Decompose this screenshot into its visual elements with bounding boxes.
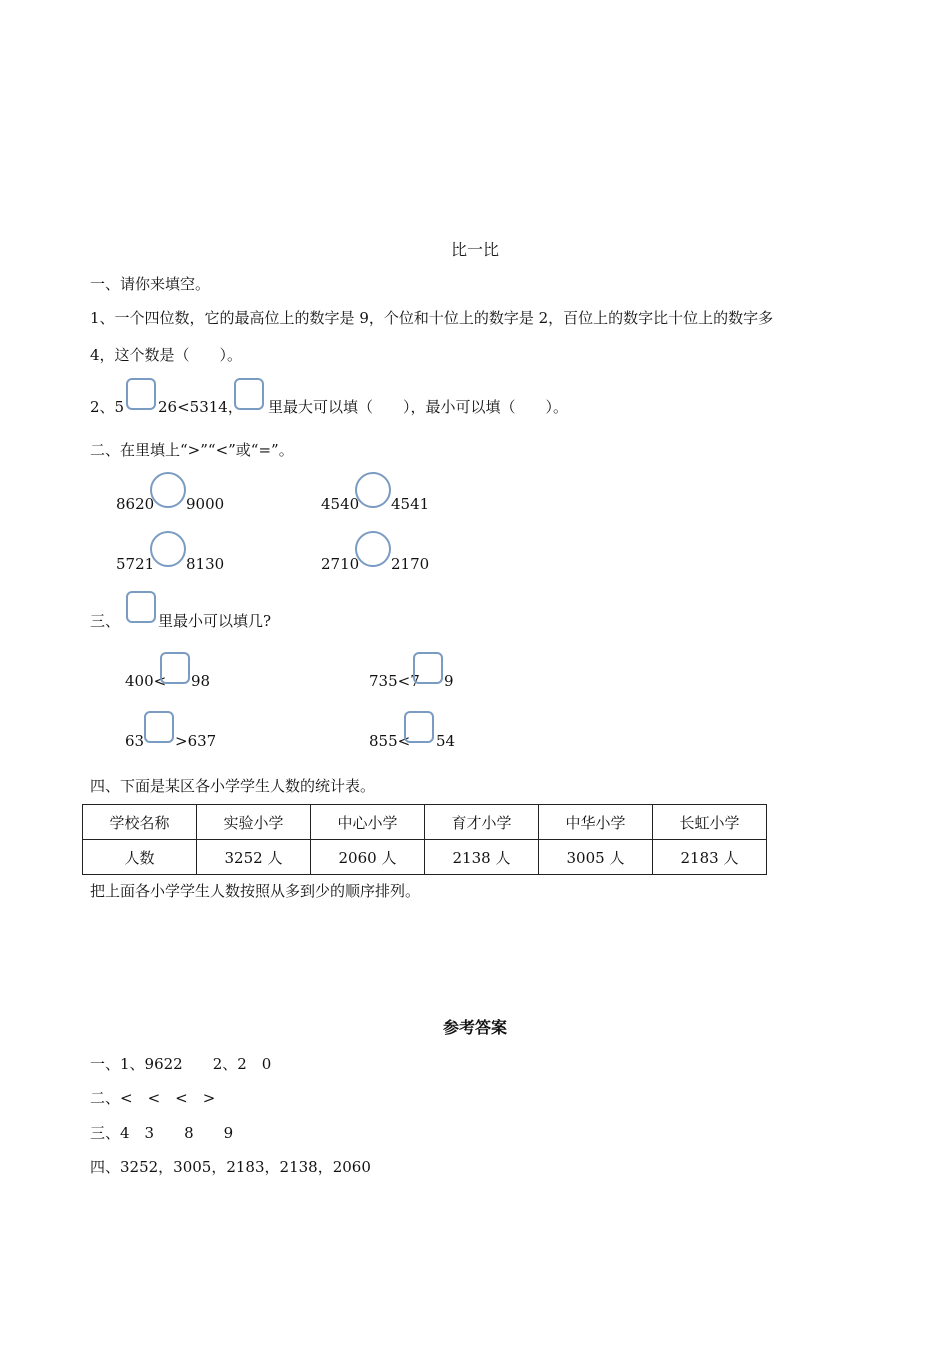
section-3-heading-prefix: 三、 bbox=[90, 612, 121, 630]
table-cell: 人数 bbox=[83, 840, 197, 875]
table-row bbox=[83, 840, 767, 875]
table-header-row bbox=[83, 805, 767, 840]
page-title: 比一比 bbox=[451, 240, 500, 259]
inequality-before: 735<7 bbox=[369, 672, 420, 690]
compare-circle[interactable] bbox=[150, 531, 186, 567]
answer-line: 四、3252，3005，2183，2138，2060 bbox=[90, 1158, 371, 1176]
inequality-before: 63 bbox=[125, 732, 145, 750]
answer-box[interactable] bbox=[126, 378, 156, 410]
table-cell: 2138 人 bbox=[425, 840, 539, 875]
answer-box[interactable] bbox=[413, 652, 443, 684]
answer-box[interactable] bbox=[144, 711, 174, 743]
inequality-after: 54 bbox=[436, 732, 456, 750]
question-1-line-1: 1、一个四位数，它的最高位上的数字是 9，个位和十位上的数字是 2，百位上的数字比十位上的数字多 bbox=[90, 309, 774, 327]
answer-box[interactable] bbox=[404, 711, 434, 743]
table-header-cell: 育才小学 bbox=[425, 805, 539, 840]
question-2-suffix: 里最大可以填（ ），最小可以填（ ）。 bbox=[268, 398, 569, 416]
compare-left-number: 2710 bbox=[321, 555, 360, 573]
table-cell: 3252 人 bbox=[197, 840, 311, 875]
inequality-after: 98 bbox=[191, 672, 211, 690]
question-2-middle: 26<5314， bbox=[158, 398, 243, 416]
answer-line: 二、< < < > bbox=[90, 1089, 216, 1107]
table-cell: 2183 人 bbox=[653, 840, 767, 875]
answer-box[interactable] bbox=[234, 378, 264, 410]
inequality-after: >637 bbox=[175, 732, 217, 750]
section-3-heading-suffix: 里最小可以填几? bbox=[158, 612, 272, 630]
inequality-before: 400< bbox=[125, 672, 167, 690]
table-cell: 2060 人 bbox=[311, 840, 425, 875]
compare-left-number: 8620 bbox=[116, 495, 155, 513]
compare-left-number: 4540 bbox=[321, 495, 360, 513]
answer-line: 三、4 3 8 9 bbox=[90, 1124, 234, 1142]
compare-circle[interactable] bbox=[355, 531, 391, 567]
inequality-before: 855< bbox=[369, 732, 411, 750]
question-1-line-2: 4，这个数是（ ）。 bbox=[90, 346, 243, 364]
table-header-cell: 长虹小学 bbox=[653, 805, 767, 840]
section-4-heading: 四、下面是某区各小学学生人数的统计表。 bbox=[90, 777, 376, 795]
table-header-cell: 实验小学 bbox=[197, 805, 311, 840]
answers-title: 参考答案 bbox=[443, 1018, 508, 1037]
section-2-heading: 二、在里填上“>”“<”或“=”。 bbox=[90, 441, 294, 459]
compare-right-number: 8130 bbox=[186, 555, 225, 573]
compare-circle[interactable] bbox=[150, 472, 186, 508]
table-header-cell: 中心小学 bbox=[311, 805, 425, 840]
answer-box[interactable] bbox=[160, 652, 190, 684]
compare-circle[interactable] bbox=[355, 472, 391, 508]
compare-right-number: 2170 bbox=[391, 555, 430, 573]
sorting-instruction: 把上面各小学学生人数按照从多到少的顺序排列。 bbox=[90, 882, 421, 900]
answer-box[interactable] bbox=[126, 591, 156, 623]
compare-left-number: 5721 bbox=[116, 555, 155, 573]
answer-line: 一、1、9622 2、2 0 bbox=[90, 1055, 272, 1073]
table-header-cell: 学校名称 bbox=[83, 805, 197, 840]
question-2-prefix: 2、5 bbox=[90, 398, 125, 416]
section-1-heading: 一、请你来填空。 bbox=[90, 275, 211, 293]
compare-right-number: 4541 bbox=[391, 495, 430, 513]
compare-right-number: 9000 bbox=[186, 495, 225, 513]
statistics-table bbox=[82, 804, 767, 875]
table-header-cell: 中华小学 bbox=[539, 805, 653, 840]
table-cell: 3005 人 bbox=[539, 840, 653, 875]
inequality-after: 9 bbox=[444, 672, 454, 690]
